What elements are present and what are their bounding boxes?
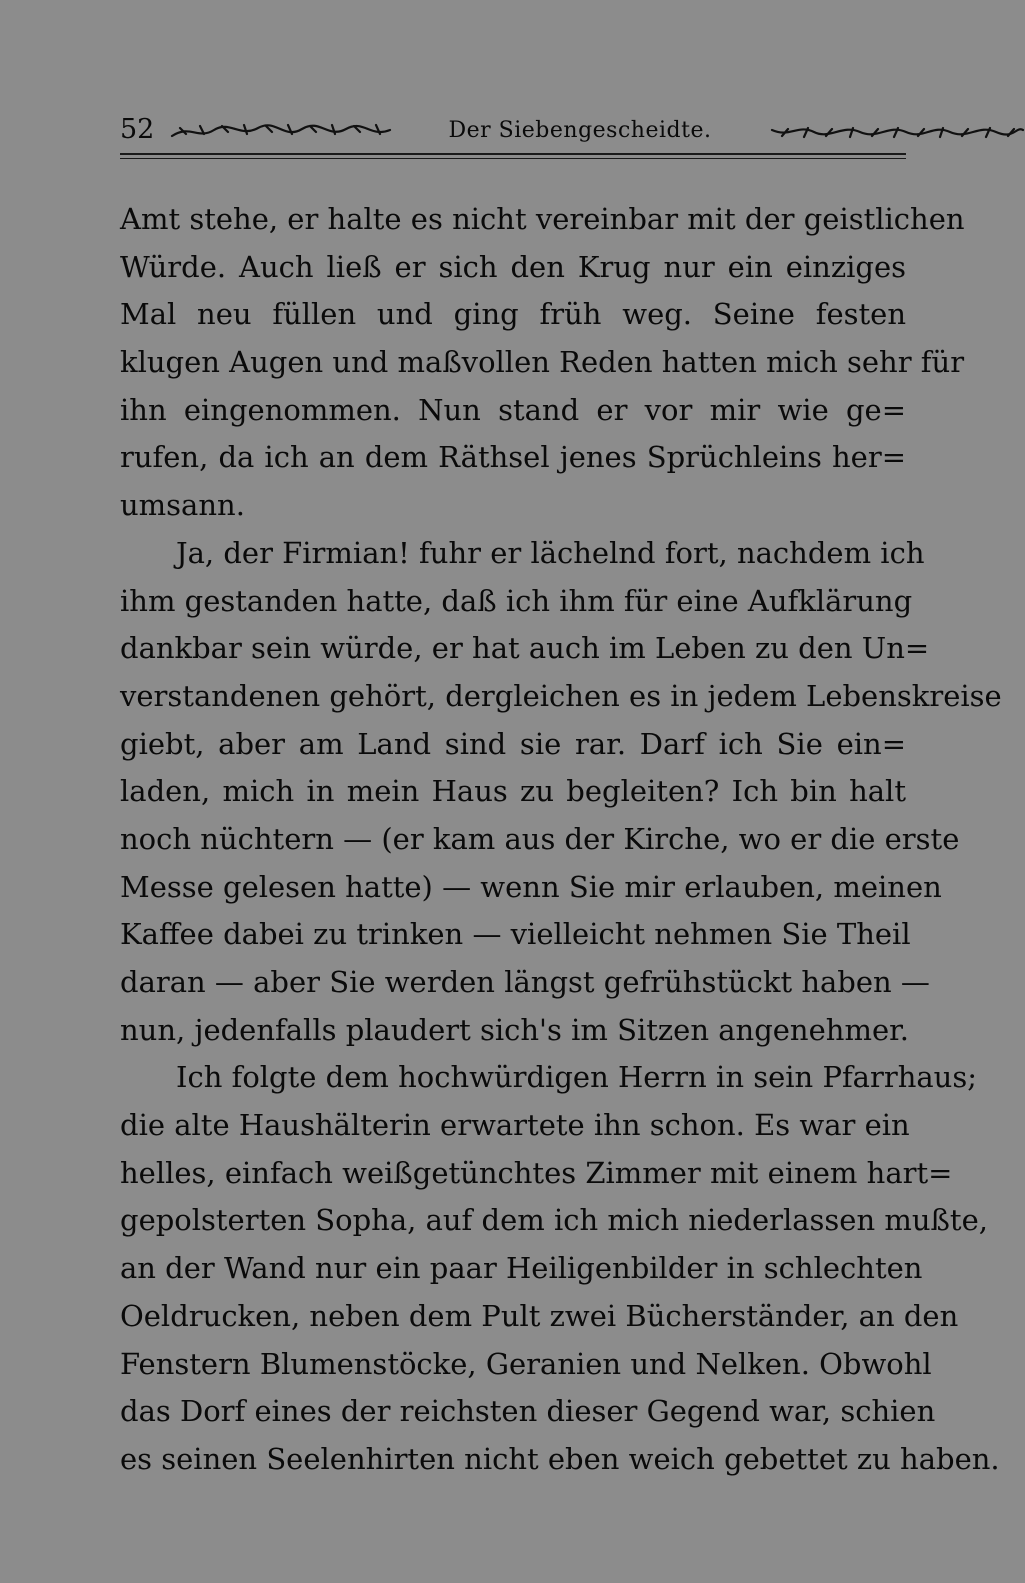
text-line: Messe gelesen hatte) — wenn Sie mir erlauben, meinen [120, 869, 942, 904]
vine-ornament-icon [170, 120, 392, 142]
text-line: das Dorf eines der reichsten dieser Gegend war, schien [120, 1394, 936, 1429]
text-line: giebt, aber am Land sind sie rar. Darf ich Sie ein= [120, 726, 906, 761]
text-line: Würde. Auch ließ er sich den Krug nur ein einziges [120, 249, 906, 284]
text-line: ihn eingenommen. Nun stand er vor mir wie ge= [120, 392, 906, 427]
text-line: nun, jedenfalls plaudert sich's im Sitzen angenehmer. [120, 1012, 910, 1047]
text-line: Fenstern Blumenstöcke, Geranien und Nelken. Obwohl [120, 1346, 932, 1381]
text-line: dankbar sein würde, er hat auch im Leben zu den Un= [120, 631, 930, 666]
header-rule-thin [120, 158, 906, 159]
body-text [120, 196, 1002, 1484]
text-line: Ich folgte dem hochwürdigen Herrn in sein Pfarrhaus; [176, 1060, 977, 1095]
text-line: verstandenen gehört, dergleichen es in jedem Lebenskreise [120, 678, 1002, 713]
text-line: helles, einfach weißgetünchtes Zimmer mit einem hart= [120, 1155, 953, 1190]
text-line: Mal neu füllen und ging früh weg. Seine festen [120, 297, 906, 332]
running-title: Der Siebengescheidte. [448, 118, 712, 143]
text-line: klugen Augen und maßvollen Reden hatten mich sehr für [120, 345, 965, 380]
header-rule [120, 153, 906, 155]
text-line: Ja, der Firmian! fuhr er lächelnd fort, nachdem ich [176, 535, 925, 570]
text-line: noch nüchtern — (er kam aus der Kirche, wo er die erste [120, 821, 960, 856]
text-line: umsann. [120, 488, 245, 523]
text-line: gepolsterten Sopha, auf dem ich mich niederlassen mußte, [120, 1203, 988, 1238]
text-line: an der Wand nur ein paar Heiligenbilder in schlechten [120, 1251, 923, 1286]
text-line: daran — aber Sie werden längst gefrühstückt haben — [120, 965, 930, 999]
text-line: Kaffee dabei zu trinken — vielleicht nehmen Sie Theil [120, 917, 911, 952]
text-line: ihm gestanden hatte, daß ich ihm für eine Aufklärung [120, 583, 913, 618]
text-line: Oeldrucken, neben dem Pult zwei Bücherständer, an den [120, 1298, 959, 1333]
vine-ornament-icon [770, 120, 1025, 142]
text-line: es seinen Seelenhirten nicht eben weich gebettet zu haben. [120, 1441, 1000, 1476]
text-line: rufen, da ich an dem Räthsel jenes Sprüchleins her= [120, 440, 906, 475]
page-number: 52 [120, 114, 155, 145]
text-line: laden, mich in mein Haus zu begleiten? Ich bin halt [120, 774, 906, 809]
text-line: die alte Haushälterin erwartete ihn schon. Es war ein [120, 1108, 910, 1143]
page-header [120, 112, 906, 152]
text-line: Amt stehe, er halte es nicht vereinbar mit der geistlichen [120, 202, 965, 236]
